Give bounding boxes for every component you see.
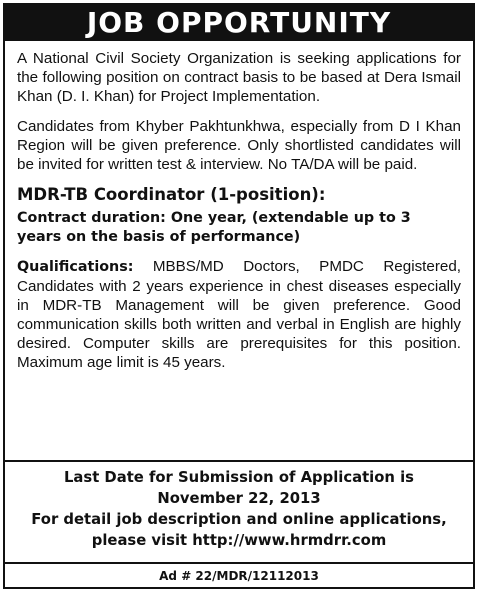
deadline-line: Last Date for Submission of Application is [63,469,414,486]
contract-duration [17,209,461,247]
intro-paragraph: A National Civil Society Organization is seeking applications for the following position on contract basis to be based at Dera Ismail Khan (D. I. Khan) for Project Implementation. [17,50,461,105]
contract-line-2: years on the basis of performance) [17,229,301,245]
qualifications-text: MBBS/MD Doctors, PMDC Registered, Candidates with 2 years experience in chest diseases especially in MDR-TB Management will be given preference. Good communication skills both written and verbal in English are highly desired. Computer skills are prerequisites for this position. Maximum age limit is 45 years. [17,258,461,371]
qualifications-label: Qualifications: [17,259,134,275]
qualifications-paragraph [17,257,461,372]
ad-body [5,41,473,372]
contract-line-1: Contract duration: One year, (extendable up to 3 [17,210,411,226]
ad-number: Ad # 22/MDR/12112013 [159,569,319,583]
preference-paragraph: Candidates from Khyber Pakhtunkhwa, especially from D I Khan Region will be given preference. Only shortlisted candidates will be invited for written test & interview. No TA/DA will be paid. [17,118,461,173]
job-advertisement [3,3,475,589]
website-line[interactable]: please visit http://www.hrmdrr.com [91,532,387,549]
deadline-box [5,460,473,564]
apply-instructions: For detail job description and online applications, [31,511,447,528]
deadline-date: November 22, 2013 [157,490,321,507]
position-title: MDR-TB Coordinator (1-position): [17,185,326,204]
ad-title: JOB OPPORTUNITY [5,5,473,41]
